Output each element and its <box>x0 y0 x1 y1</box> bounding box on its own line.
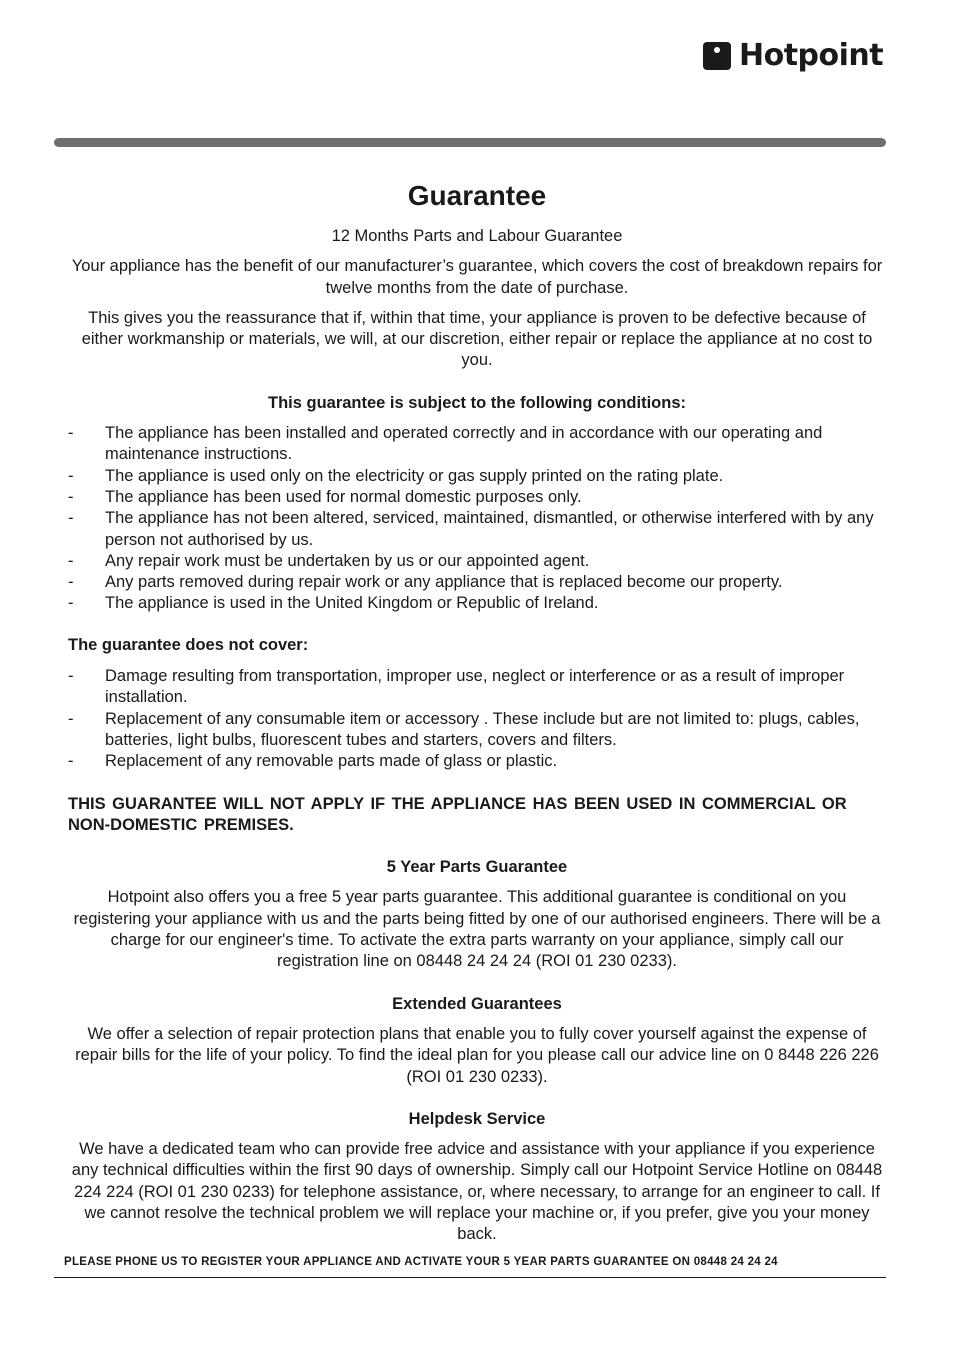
list-item: - Replacement of any consumable item or accessory . These include but are not limited to: plugs, cables, batteries, light bulbs, fluorescent tubes and starters, covers and filters. <box>68 709 860 749</box>
brand-name: Hotpoint <box>739 38 884 73</box>
header-divider <box>54 138 886 147</box>
dash-bullet: - <box>68 551 74 570</box>
helpdesk-heading: Helpdesk Service <box>408 1109 546 1128</box>
conditions-heading: This guarantee is subject to the following conditions: <box>267 393 687 412</box>
list-item: - Any repair work must be undertaken by us or our appointed agent. <box>68 551 886 572</box>
registration-footer-note: PLEASE PHONE US TO REGISTER YOUR APPLIANCE AND ACTIVATE YOUR 5 YEAR PARTS GUARANTEE ON 08448 24 24 24 <box>64 1256 778 1268</box>
dash-bullet: - <box>68 667 74 686</box>
intro-paragraph-2: This gives you the reassurance that if, within that time, your appliance is proven to be defective because of either workmanship or materials, we will, at our discretion, either repair or replace the appliance at no cost to you. <box>81 308 873 370</box>
guarantee-content <box>68 178 886 1246</box>
dash-bullet: - <box>68 709 74 728</box>
conditions-list <box>68 423 886 615</box>
hotpoint-logo <box>703 38 883 73</box>
extended-guarantees-body: We offer a selection of repair protection plans that enable you to fully cover yourself against the expense of repair bills for the life of your policy. To find the ideal plan for you please call our advice line on 0 8448 226 226 (ROI 01 230 0233). <box>75 1024 879 1086</box>
exclusions-heading: The guarantee does not cover: <box>68 635 309 654</box>
commercial-use-warning: THIS GUARANTEE WILL NOT APPLY IF THE APPLIANCE HAS BEEN USED IN COMMERCIAL OR NON-DOMESTIC PREMISES. <box>68 794 847 834</box>
five-year-body: Hotpoint also offers you a free 5 year parts guarantee. This additional guarantee is conditional on you registering your appliance with us and the parts being fitted by one of our authorised engineers. There will be a charge for our engineer's time. To activate the extra parts warranty on your appliance, simply call our registration line on 08448 24 24 24 (ROI 01 230 0233). <box>73 888 881 971</box>
exclusions-list <box>68 666 886 772</box>
list-item: - Replacement of any removable parts made of glass or plastic. <box>68 751 886 772</box>
hotpoint-logo-icon <box>703 42 731 70</box>
dash-bullet: - <box>68 424 74 443</box>
intro-paragraph-1: Your appliance has the benefit of our manufacturer’s guarantee, which covers the cost of breakdown repairs for twelve months from the date of purchase. <box>71 257 883 297</box>
extended-guarantees-heading: Extended Guarantees <box>392 994 562 1013</box>
dash-bullet: - <box>68 466 74 485</box>
list-item: - The appliance has been installed and operated correctly and in accordance with our operating and maintenance instructions. <box>68 424 823 464</box>
page-subtitle: 12 Months Parts and Labour Guarantee <box>331 227 623 245</box>
dash-bullet: - <box>68 752 74 771</box>
five-year-heading: 5 Year Parts Guarantee <box>386 858 568 877</box>
dash-bullet: - <box>68 487 74 506</box>
page-title: Guarantee <box>407 180 547 211</box>
helpdesk-body: We have a dedicated team who can provide free advice and assistance with your appliance if you experience any technical difficulties within the first 90 days of ownership. Simply call our Hotpoint Service Hotline on 08448 224 224 (ROI 01 230 0233) for telephone assistance, or, where necessary, to arrange for an engineer to call. If we cannot resolve the technical problem we will replace your machine or, if you prefer, give you your money back. <box>71 1140 883 1244</box>
dash-bullet: - <box>68 509 74 528</box>
list-item: - The appliance is used only on the electricity or gas supply printed on the rating plate. <box>68 466 886 487</box>
list-item: - Damage resulting from transportation, improper use, neglect or interference or as a result of improper installation. <box>68 667 845 707</box>
list-item: - The appliance is used in the United Kingdom or Republic of Ireland. <box>68 593 886 614</box>
list-item: - The appliance has not been altered, serviced, maintained, dismantled, or otherwise interfered with by any person not authorised by us. <box>68 509 874 549</box>
dash-bullet: - <box>68 594 74 613</box>
footer-divider <box>54 1277 886 1278</box>
dash-bullet: - <box>68 573 74 592</box>
list-item: - Any parts removed during repair work or any appliance that is replaced become our property. <box>68 572 886 593</box>
list-item: - The appliance has been used for normal domestic purposes only. <box>68 487 886 508</box>
